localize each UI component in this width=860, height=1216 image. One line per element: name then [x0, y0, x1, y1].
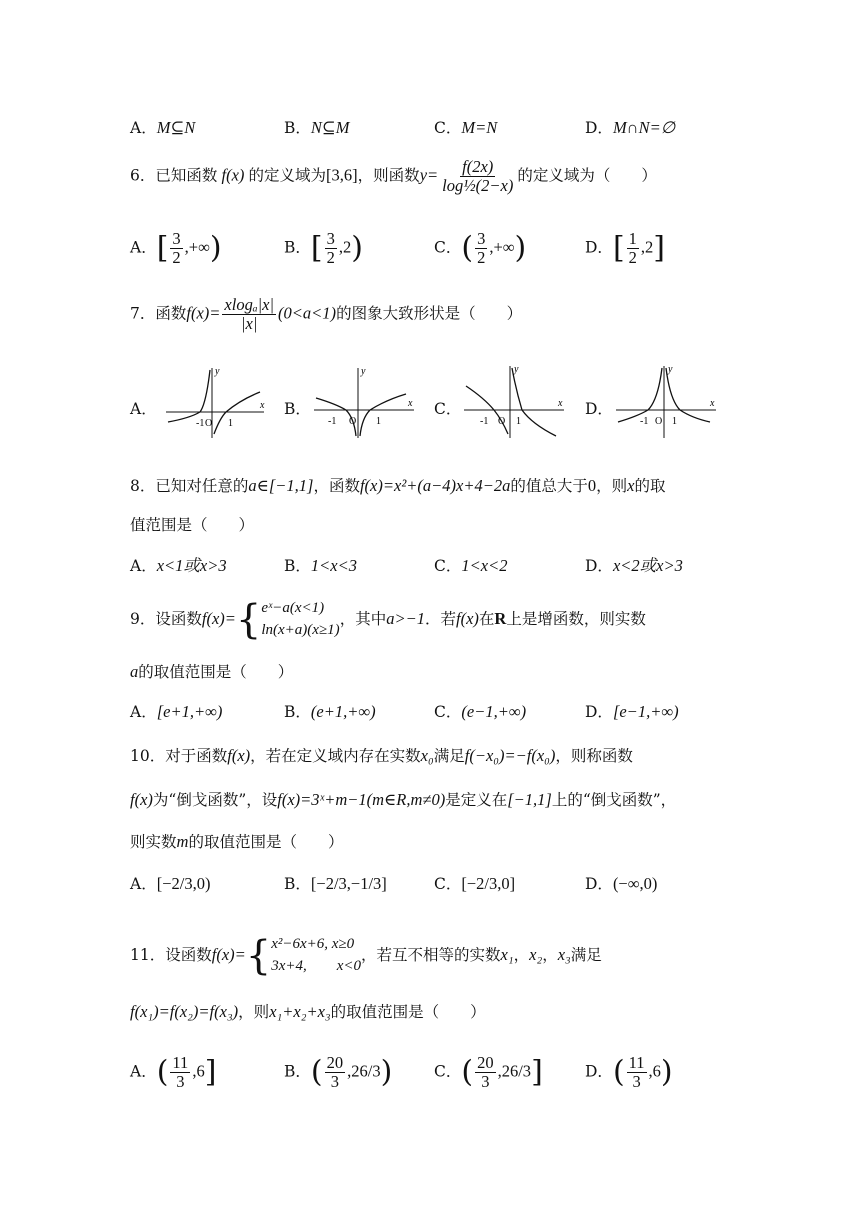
- q9-cases: eˣ−a(x<1) ln(x+a)(x≥1): [261, 600, 340, 638]
- q5-option-a: A．M⊆N: [130, 118, 196, 137]
- q7-fraction: $\frac{\text{xlogₐ|x|}}{|x|}$: [224, 295, 275, 334]
- curve-right: [360, 394, 406, 436]
- q7-option-b-label: B．: [284, 400, 311, 418]
- q7-graph-b: [310, 364, 420, 440]
- q6-option-b: B．[ $\frac{3}{2}$ ,2): [284, 229, 363, 268]
- q11-option-d: D．( $\frac{11}{3}$ ,6): [585, 1053, 673, 1092]
- curve-right: [214, 392, 260, 434]
- q8-option-c: C．1<x<2: [434, 556, 508, 575]
- q6-option-a: A．[ $\frac{3}{2}$ ,+∞): [130, 229, 222, 268]
- axis-y-label: y: [215, 366, 220, 377]
- q9-option-b: B．(e+1,+∞): [284, 702, 376, 721]
- q8-option-a: A．x<1或x>3: [130, 556, 227, 575]
- q8-stem-line1: 8．已知对任意的a∈[−1,1]，函数f(x)=x²+(a−4)x+4−2a的值总大于0，则x的取: [130, 476, 666, 495]
- q11-option-a: A．( $\frac{11}{3}$ ,6]: [130, 1053, 217, 1092]
- q11-stem-line2: f(x₁)=f(x₂)=f(x₃)，则x₁+x₂+x₃的取值范围是（ ）: [130, 1002, 486, 1021]
- axis-y-label: y: [668, 364, 673, 375]
- q9-option-a: A．[e+1,+∞): [130, 702, 223, 721]
- q6-option-c: C．( $\frac{3}{2}$ ,+∞): [434, 229, 527, 268]
- axis-x-label: x: [260, 400, 265, 411]
- tick-neg1: -1: [640, 416, 649, 427]
- q10-option-c: C．[−2/3,0]: [434, 874, 516, 893]
- q10-option-a: A．[−2/3,0): [130, 874, 211, 893]
- tick-1: 1: [672, 416, 677, 427]
- q9-option-d: D．[e−1,+∞): [585, 702, 679, 721]
- axis-y-label: y: [514, 364, 519, 375]
- q9-stem-line1: 9．设函数f(x)={ eˣ−a(x<1) ln(x+a)(x≥1) ，其中a>−1．若f(x)在R上是增函数，则实数: [130, 596, 646, 643]
- curve-left: [618, 368, 662, 422]
- curve-right: [666, 368, 710, 422]
- q10-stem-line3: 则实数m的取值范围是（ ）: [130, 832, 344, 851]
- tick-neg1: -1: [480, 416, 489, 427]
- tick-neg1: -1: [328, 416, 337, 427]
- q10-stem-line1: 10．对于函数f(x)，若在定义域内存在实数x₀满足f(−x₀)=−f(x₀)，则称函数: [130, 746, 633, 765]
- q6-stem: 6．已知函数 f(x) 的定义域为[3,6]，则函数y= $\frac{f(2x)}{\text{log½(2−x)}}$ 的定义域为（ ）: [130, 157, 657, 196]
- q7-option-c-label: C．: [434, 400, 462, 418]
- q8-option-d: D．x<2或x>3: [585, 556, 683, 575]
- axis-x-label: x: [558, 398, 563, 409]
- tick-neg1: -1: [196, 418, 205, 429]
- q11-option-c: C．( $\frac{20}{3}$ ,26/3]: [434, 1053, 543, 1092]
- axis-x-label: x: [408, 398, 413, 409]
- q5-option-c: C．M=N: [434, 118, 498, 137]
- axis-x-label: x: [710, 398, 715, 409]
- q5-option-b: B．N⊆M: [284, 118, 350, 137]
- q7-graph-d: [612, 364, 722, 440]
- tick-origin: O: [498, 416, 506, 427]
- q6-fraction: $\frac{f(2x)}{\text{log½(2−x)}}$: [442, 157, 514, 196]
- tick-origin: O: [349, 416, 357, 427]
- curve-left: [168, 370, 210, 422]
- q7-stem: 7．函数f(x)= $\frac{\text{xlogₐ|x|}}{|x|}$ (0<a<1)的图象大致形状是（ ）: [130, 295, 523, 334]
- q6-fx-label: f(x): [217, 165, 249, 185]
- q7-option-d-label: D．: [585, 400, 613, 418]
- q10-option-d: D．(−∞,0): [585, 874, 658, 893]
- tick-1: 1: [376, 416, 381, 427]
- q10-stem-line2: f(x)为“倒戈函数”，设f(x)=3ˣ+m−1(m∈R,m≠0)是定义在[−1,1]上的“倒戈函数”，: [130, 790, 677, 809]
- tick-origin: O: [655, 416, 663, 427]
- q10-option-b: B．[−2/3,−1/3]: [284, 874, 387, 893]
- tick-1: 1: [516, 416, 521, 427]
- left-brace: {: [235, 596, 262, 643]
- q9-stem-line2: a的取值范围是（ ）: [130, 662, 294, 681]
- q7-graph-a: [160, 364, 270, 440]
- q7-graph-c: [460, 364, 570, 440]
- axis-y-label: y: [361, 366, 366, 377]
- q9-option-c: C．(e−1,+∞): [434, 702, 527, 721]
- q8-stem-line2: 值范围是（ ）: [130, 516, 255, 534]
- q11-option-b: B．( $\frac{20}{3}$ ,26/3): [284, 1053, 393, 1092]
- left-brace: {: [245, 932, 272, 979]
- tick-origin: O: [205, 418, 213, 429]
- q6-option-d: D．[ $\frac{1}{2}$ ,2]: [585, 229, 665, 268]
- tick-1: 1: [228, 418, 233, 429]
- q8-option-b: B．1<x<3: [284, 556, 357, 575]
- q11-stem-line1: 11．设函数f(x)={ x²−6x+6, x≥0 3x+4, x<0 ，若互不相等的实数x₁，x₂，x₃满足: [130, 932, 602, 979]
- q7-option-a-label: A．: [130, 400, 157, 418]
- q5-option-d: D．M∩N=∅: [585, 118, 676, 137]
- q11-cases: x²−6x+6, x≥0 3x+4, x<0: [271, 936, 362, 974]
